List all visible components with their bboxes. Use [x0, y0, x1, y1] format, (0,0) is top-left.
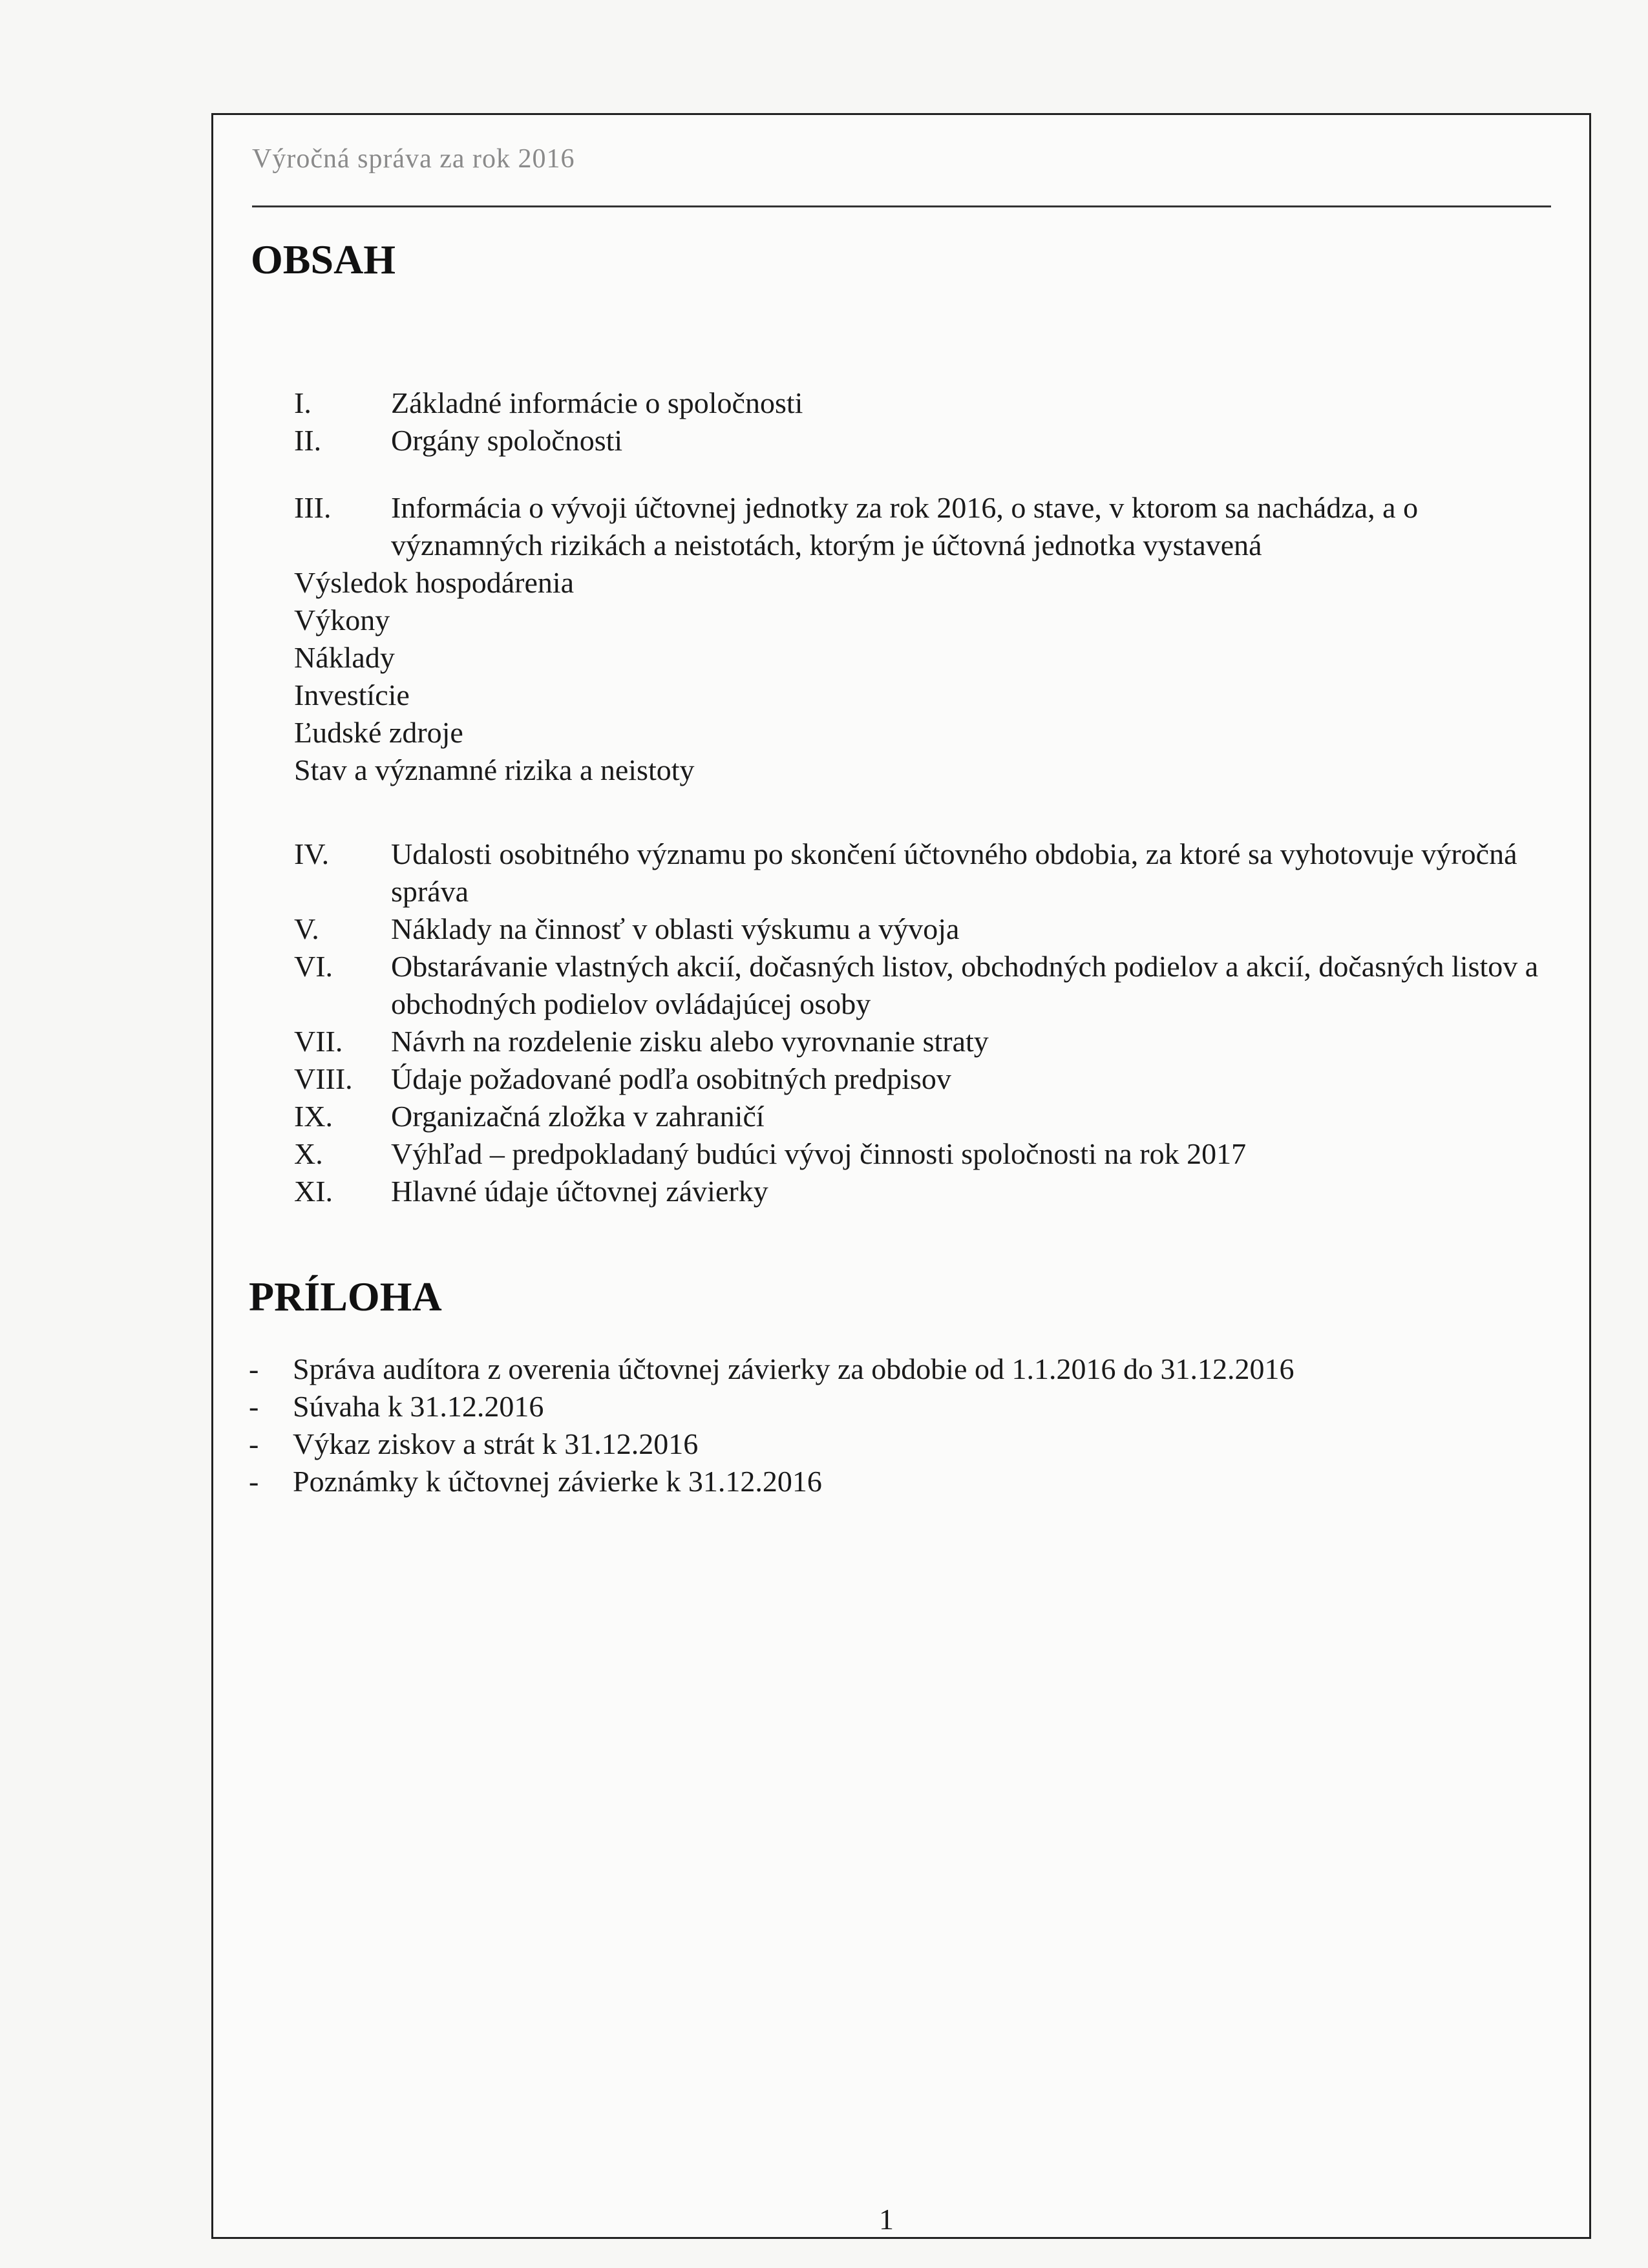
toc-item-number: VI. — [294, 950, 333, 983]
annex-item — [249, 1350, 1509, 1388]
toc-item-text: Obstarávanie vlastných akcií, dočasných listov, obchodných podielov a akcií, dočasných listov a obchodných podielov ovládajúcej osoby — [391, 950, 1539, 1020]
toc-item-number: XI. — [294, 1175, 333, 1208]
toc-item-text: Návrh na rozdelenie zisku alebo vyrovnanie straty — [391, 1025, 989, 1058]
toc-item — [294, 835, 1554, 910]
toc-item-number: III. — [294, 491, 332, 524]
toc-item-number: IV. — [294, 837, 330, 870]
list-dash: - — [249, 1390, 259, 1423]
toc-item-number: IX. — [294, 1100, 333, 1133]
toc-item — [294, 1023, 1554, 1060]
annex-item — [249, 1388, 1509, 1425]
toc-item-number: VII. — [294, 1025, 343, 1058]
toc-item — [294, 489, 1554, 564]
toc-item-text: Údaje požadované podľa osobitných predpisov — [391, 1062, 951, 1095]
toc-item — [294, 1098, 1554, 1135]
toc-item — [294, 910, 1554, 948]
toc-subitem: Výsledok hospodárenia — [294, 566, 575, 599]
toc-item-text: Orgány spoločnosti — [391, 424, 623, 457]
annex-item — [249, 1463, 1509, 1500]
toc-item-text: Náklady na činnosť v oblasti výskumu a vývoja — [391, 912, 960, 945]
header-rule — [252, 205, 1551, 207]
running-header: Výročná správa za rok 2016 — [252, 144, 575, 174]
list-dash: - — [249, 1352, 259, 1385]
toc-subitem: Náklady — [294, 641, 395, 674]
toc-subitems — [294, 564, 1554, 789]
toc-subitem: Výkony — [294, 604, 390, 636]
toc-item — [294, 384, 1554, 422]
list-dash: - — [249, 1427, 259, 1460]
table-of-contents — [294, 384, 1554, 1210]
toc-item-text: Organizačná zložka v zahraničí — [391, 1100, 765, 1133]
toc-subitem: Stav a významné rizika a neistoty — [294, 753, 695, 786]
annex-item-text: Správa audítora z overenia účtovnej závierky za obdobie od 1.1.2016 do 31.12.2016 — [293, 1352, 1294, 1385]
contents-title: OBSAH — [251, 236, 396, 282]
annex-item-text: Súvaha k 31.12.2016 — [293, 1390, 544, 1423]
toc-item-number: V. — [294, 912, 319, 945]
toc-item — [294, 422, 1554, 459]
toc-item-text: Základné informácie o spoločnosti — [391, 386, 803, 419]
page-number: 1 — [879, 2203, 894, 2236]
toc-item-text: Informácia o vývoji účtovnej jednotky za rok 2016, o stave, v ktorom sa nachádza, a o významných rizikách a neistotách, ktorým je účtovná jednotka vystavená — [391, 491, 1419, 562]
toc-subitem: Investície — [294, 678, 410, 711]
toc-item-number: VIII. — [294, 1062, 353, 1095]
toc-item-text: Výhľad – predpokladaný budúci vývoj činnosti spoločnosti na rok 2017 — [391, 1137, 1247, 1170]
toc-item-number: I. — [294, 386, 312, 419]
list-dash: - — [249, 1465, 259, 1498]
toc-item — [294, 1060, 1554, 1098]
annex-item — [249, 1425, 1509, 1463]
toc-item — [294, 1173, 1554, 1210]
toc-item — [294, 948, 1554, 1023]
annex-item-text: Výkaz ziskov a strát k 31.12.2016 — [293, 1427, 699, 1460]
toc-subitem: Ľudské zdroje — [294, 716, 463, 749]
annex-title: PRÍLOHA — [249, 1274, 442, 1319]
annex-list — [249, 1350, 1509, 1500]
toc-item-text: Udalosti osobitného významu po skončení účtovného obdobia, za ktoré sa vyhotovuje výročná správa — [391, 837, 1517, 908]
toc-item-number: X. — [294, 1137, 323, 1170]
toc-item-number: II. — [294, 424, 322, 457]
annex-item-text: Poznámky k účtovnej závierke k 31.12.2016 — [293, 1465, 822, 1498]
toc-item — [294, 1135, 1554, 1173]
toc-item-text: Hlavné údaje účtovnej závierky — [391, 1175, 768, 1208]
